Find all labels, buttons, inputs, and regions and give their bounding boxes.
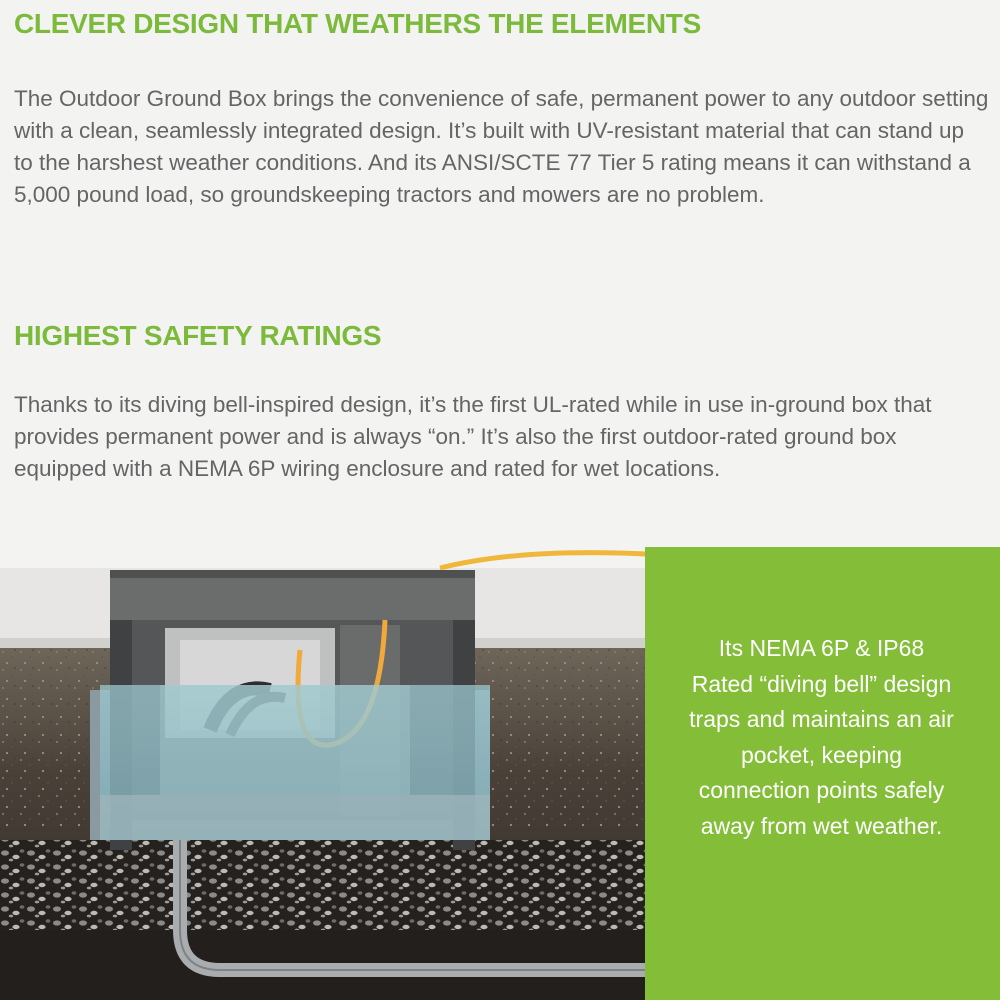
section-heading-safety: HIGHEST SAFETY RATINGS (14, 320, 382, 351)
section-body-design: The Outdoor Ground Box brings the convenience of safe, permanent power to any outdoor setting with a clean, seamlessly integrated design. It’s built with UV-resistant material that can stand up to the harshest weather conditions. And its ANSI/SCTE 77 Tier 5 rating means it can withstand a 5,000 pound load, so groundskeeping tractors and mowers are no problem. (14, 86, 989, 207)
callout-text: Its NEMA 6P & IP68 Rated “diving bell” design traps and maintains an air pocket, keeping connection points safely away from wet weather. (689, 635, 954, 839)
diving-bell-callout (645, 547, 1000, 1000)
section-body-safety: Thanks to its diving bell-inspired design, it’s the first UL-rated while in use in-ground box that provides permanent power and is always “on.” It’s also the first outdoor-rated ground box equipped with a NEMA 6P wiring enclosure and rated for wet locations. (14, 392, 932, 481)
section-heading-design: CLEVER DESIGN THAT WEATHERS THE ELEMENTS (14, 8, 701, 39)
